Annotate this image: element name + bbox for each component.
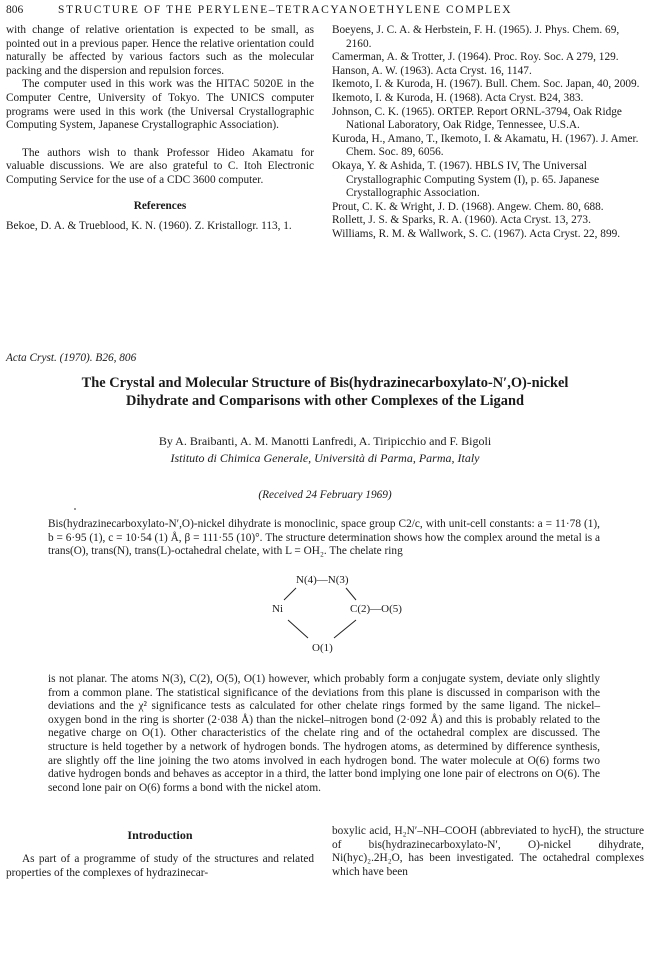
introduction-heading: Introduction xyxy=(127,828,193,842)
prev-paragraph-1: with change of relative orientation is expected to be small, as pointed out in a previous paper. Hence the relative orientation could naturally be affected by various factors such as the molecular packing and the dispersion and repulsion forces. xyxy=(6,24,314,77)
reference-item: Boeyens, J. C. A. & Herbstein, F. H. (1965). J. Phys. Chem. 69, 2160. xyxy=(332,24,620,50)
abstract-part-2: is not planar. The atoms N(3), C(2), O(5), O(1) however, which probably form a conjugate system, deviate only slightly from a common plane. The statistical significance of the deviations from this plane is discussed in comparison with the deviations and the χ² significance tests as calculated for other chelate rings formed by the same ligand. The nickel–oxygen bond in the ring is shorter (2·038 Å) than the nickel–nitrogen bond (2·092 Å) and this is probably related to the negative charge on O(1). Other characteristics of the chelate ring and of the octahedral complex are discussed. The structure is held together by a network of hydrogen bonds. The hydrogen atoms, as determined by difference synthesis, are slightly off the line joining the two atoms involved in each hydrogen bond. The water molecule at O(6) forms two dative hydrogen bonds and behaves as acceptor in a third, the latter bond implying one lone pair of electrons on O(6). The second lone pair on O(6) forms a bond with the nickel atom. xyxy=(48,673,600,794)
reference-item: Camerman, A. & Trotter, J. (1964). Proc. Roy. Soc. A 279, 129. xyxy=(332,51,619,64)
reference-item: Johnson, C. K. (1965). ORTEP. Report ORNL-3794, Oak Ridge National Laboratory, Oak Ridge, Tennessee, U.S.A. xyxy=(332,105,622,132)
reference-item: Ikemoto, I. & Kuroda, H. (1967). Bull. Chem. Soc. Japan, 40, 2009. xyxy=(332,78,640,91)
reference-item: Bekoe, D. A. & Trueblood, K. N. (1960). Z. Kristallogr. 113, 1. xyxy=(6,220,292,233)
print-speck xyxy=(74,508,76,510)
reference-item: Williams, R. M. & Wallwork, S. C. (1967). Acta Cryst. 22, 899. xyxy=(332,227,621,240)
abstract-part-1: Bis(hydrazinecarboxylato-N′,O)-nickel dihydrate is monoclinic, space group C2/c, with unit-cell constants: a = 11·78 (1), b = 6·95 (1), c = 10·54 (1) Å, β = 111·55 (10)°. The structure determination shows how the complex around the metal is a trans(O), trans(N), trans(L)-octahedral chelate, with L = OH₂. The chelate ring xyxy=(48,518,600,558)
affiliation: Istituto di Chimica Generale, Università di Parma, Parma, Italy xyxy=(170,451,480,465)
reference-item: Okaya, Y. & Ashida, T. (1967). HBLS IV, The Universal Crystallographic Computing System (I), p. 65. Japanese Crystallographic Association. xyxy=(332,159,600,200)
reference-item: Kuroda, H., Amano, T., Ikemoto, I. & Akamatu, H. (1967). J. Amer. Chem. Soc. 89, 6056. xyxy=(332,132,639,159)
author-list: By A. Braibanti, A. M. Manotti Lanfredi, A. Tiripicchio and F. Bigoli xyxy=(158,434,492,448)
reference-item: Ikemoto, I. & Kuroda, H. (1968). Acta Cryst. B24, 383. xyxy=(332,91,584,104)
chelate-ring-diagram xyxy=(262,574,402,660)
running-title: STRUCTURE OF THE PERYLENE–TETRACYANOETHYLENE COMPLEX xyxy=(58,4,513,16)
atom-label-c2-o5: C(2)—O(5) xyxy=(350,603,402,615)
previous-article-left-column xyxy=(6,24,314,234)
reference-item: Prout, C. K. & Wright, J. D. (1968). Angew. Chem. 80, 688. xyxy=(332,200,604,213)
introduction-right-text: boxylic acid, H₂N′–NH–COOH (abbreviated to hycH), the structure of bis(hydrazinecarboxylato-N′, O)-nickel dihydrate, Ni(hyc)₂.2H₂O, has been investigated. The octahedral complexes which have been xyxy=(332,825,644,878)
article-title xyxy=(10,374,640,410)
atom-label-ni: Ni xyxy=(272,603,283,615)
references-heading: References xyxy=(133,199,187,212)
title-line-1: The Crystal and Molecular Structure of Bis(hydrazinecarboxylato-N′,O)-nickel xyxy=(81,375,569,391)
prev-paragraph-2: The computer used in this work was the HITAC 5020E in the Computer Centre, University of Tokyo. The UNICS computer programs were used in this work (the Universal Crystallographic Computing System, Japanese Crystallographic Association). xyxy=(6,78,314,132)
reference-item: Hanson, A. W. (1963). Acta Cryst. 16, 1147. xyxy=(332,64,532,77)
atom-label-n4-n3: N(4)—N(3) xyxy=(296,574,349,586)
page-number: 806 xyxy=(6,4,24,16)
atom-label-o1: O(1) xyxy=(312,642,333,654)
title-line-2: Dihydrate and Comparisons with other Complexes of the Ligand xyxy=(126,393,524,409)
references-right-column xyxy=(332,24,644,242)
running-header xyxy=(6,4,644,20)
received-date: (Received 24 February 1969) xyxy=(258,489,392,501)
acknowledgements: The authors wish to thank Professor Hideo Akamatu for valuable discussions. We are also grateful to C. Itoh Electronic Computing Service for the use of a CDC 3600 computer. xyxy=(6,146,314,186)
introduction-left-text: As part of a programme of study of the structures and related properties of the complexes of hydrazinecar- xyxy=(6,853,314,879)
journal-citation: Acta Cryst. (1970). B26, 806 xyxy=(6,352,137,364)
reference-item: Rollett, J. S. & Sparks, R. A. (1960). Acta Cryst. 13, 273. xyxy=(332,214,591,227)
